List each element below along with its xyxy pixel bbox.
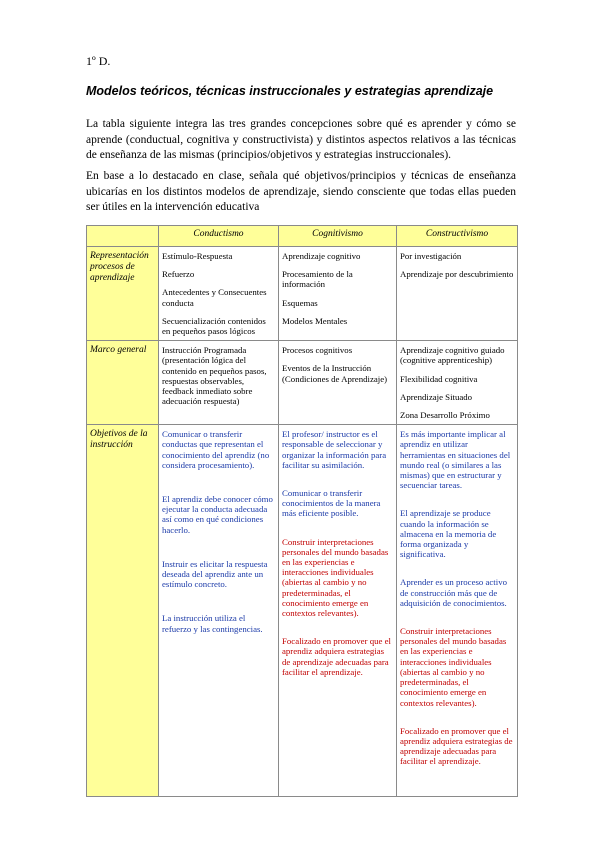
list-item: Construir interpretaciones personales del mundo basadas en las experiencias e interacciones individuales (abiertas al cambio y no predeterminadas, el conocimiento emerge en contextos relevantes).	[282, 536, 389, 619]
col-header-cognitivismo: Cognitivismo	[279, 226, 397, 247]
table-row-marco	[87, 341, 518, 425]
cell-objetivos-cognitivismo	[279, 425, 397, 797]
list-item: Antecedentes y Consecuentes conducta	[162, 287, 267, 308]
table-row-objetivos	[87, 425, 518, 797]
list-item: Aprendizaje Situado	[400, 391, 473, 402]
cell-representacion-constructivismo	[397, 247, 518, 341]
learning-models-table	[86, 225, 518, 797]
cell-representacion-cognitivismo	[279, 247, 397, 341]
list-item: Esquemas	[282, 297, 318, 308]
col-header-constructivismo: Constructivismo	[397, 226, 518, 247]
list-item: Eventos de la Instrucción (Condiciones de Aprendizaje)	[282, 363, 388, 384]
list-item: Procesos cognitivos	[282, 345, 353, 356]
list-item: El aprendiz debe conocer cómo ejecutar la conducta adecuada así como en qué condiciones hacerlo.	[162, 494, 273, 535]
table-corner-cell	[87, 226, 159, 247]
list-item: Refuerzo	[162, 269, 195, 280]
list-item: Aprender es un proceso activo de construcción más que de adquisición de conocimientos.	[400, 577, 507, 608]
list-item: El aprendizaje se produce cuando la información se almacena en la memoria de forma organizada y significativa.	[400, 508, 497, 560]
list-item: Zona Desarrollo Próximo	[400, 410, 490, 421]
cell-representacion-conductismo	[159, 247, 279, 341]
cell-marco-constructivismo	[397, 341, 518, 425]
list-item: Aprendizaje cognitivo	[282, 251, 361, 261]
list-item: Aprendizaje por descubrimiento	[400, 269, 514, 280]
list-item: Procesamiento de la información	[282, 269, 353, 290]
list-item: Instrucción Programada (presentación lógica del contenido en pequeños pasos, respuestas observables, feedback inmediato sobre adecuación respuesta)	[162, 345, 267, 407]
row-header-representacion: Representación procesos de aprendizaje	[87, 247, 159, 341]
list-item: Modelos Mentales	[282, 315, 348, 326]
document-title: Modelos teóricos, técnicas instruccionales y estrategias aprendizaje	[86, 84, 494, 98]
list-item: El profesor/ instructor es el responsable de seleccionar y organizar la información para facilitar su asimilación.	[282, 429, 387, 470]
cell-marco-cognitivismo	[279, 341, 397, 425]
section-code: 1º D.	[86, 54, 111, 68]
list-item: Es más importante implicar al aprendiz en utilizar herramientas en situaciones del mundo real (o similares a las mismas) que en estructurar y secuenciar tareas.	[400, 429, 511, 491]
list-item: Comunicar o transferir conductas que representan el conocimiento del aprendiz (no considera procesamiento).	[162, 429, 270, 470]
list-item: Por investigación	[400, 251, 462, 261]
list-item: Flexibilidad cognitiva	[400, 373, 478, 384]
instruction-paragraph: En base a lo destacado en clase, señala qué objetivos/principios y técnicas de enseñanza ubicarías en los distintos modelos de aprendizaje, siendo consciente que todas ellas pueden ser útiles en la intervención educativa	[86, 170, 516, 213]
col-header-conductismo: Conductismo	[159, 226, 279, 247]
cell-objetivos-constructivismo	[397, 425, 518, 797]
list-item: Secuencialización contenidos en pequeños pasos lógicos	[162, 315, 266, 337]
list-item: La instrucción utiliza el refuerzo y las contingencias.	[162, 613, 263, 634]
list-item: Focalizado en promover que el aprendiz adquiera estrategias de aprendizaje adecuadas para facilitar el aprendizaje.	[400, 725, 513, 767]
list-item: Aprendizaje cognitivo guiado (cognitive apprenticeship)	[400, 345, 505, 366]
list-item: Construir interpretaciones personales del mundo basadas en las experiencias e interacciones individuales (abiertas al cambio y no predeterminadas, el conocimiento emerge en contextos relevantes).	[400, 626, 507, 708]
list-item: Focalizado en promover que el aprendiz adquiera estrategias de aprendizaje adecuadas para facilitar el aprendizaje.	[282, 636, 391, 677]
list-item: Estímulo-Respuesta	[162, 251, 233, 261]
list-item: Instruir es elicitar la respuesta deseada del aprendiz ante un estímulo concreto.	[162, 558, 268, 590]
row-header-objetivos: Objetivos de la instrucción	[87, 425, 159, 797]
cell-objetivos-conductismo	[159, 425, 279, 797]
intro-paragraph: La tabla siguiente integra las tres grandes concepciones sobre qué es aprender y cómo se aprende (conductual, cognitiva y constructivista) y distintos aspectos relativos a las técnicas de enseñanza de las mismas (principios/objetivos y estrategias instruccionales).	[86, 118, 516, 161]
table-row-representacion	[87, 247, 518, 341]
row-header-marco: Marco general	[87, 341, 159, 425]
list-item: Comunicar o transferir conocimientos de la manera más eficiente posible.	[282, 488, 381, 519]
table-header-row	[87, 226, 518, 247]
cell-marco-conductismo	[159, 341, 279, 425]
